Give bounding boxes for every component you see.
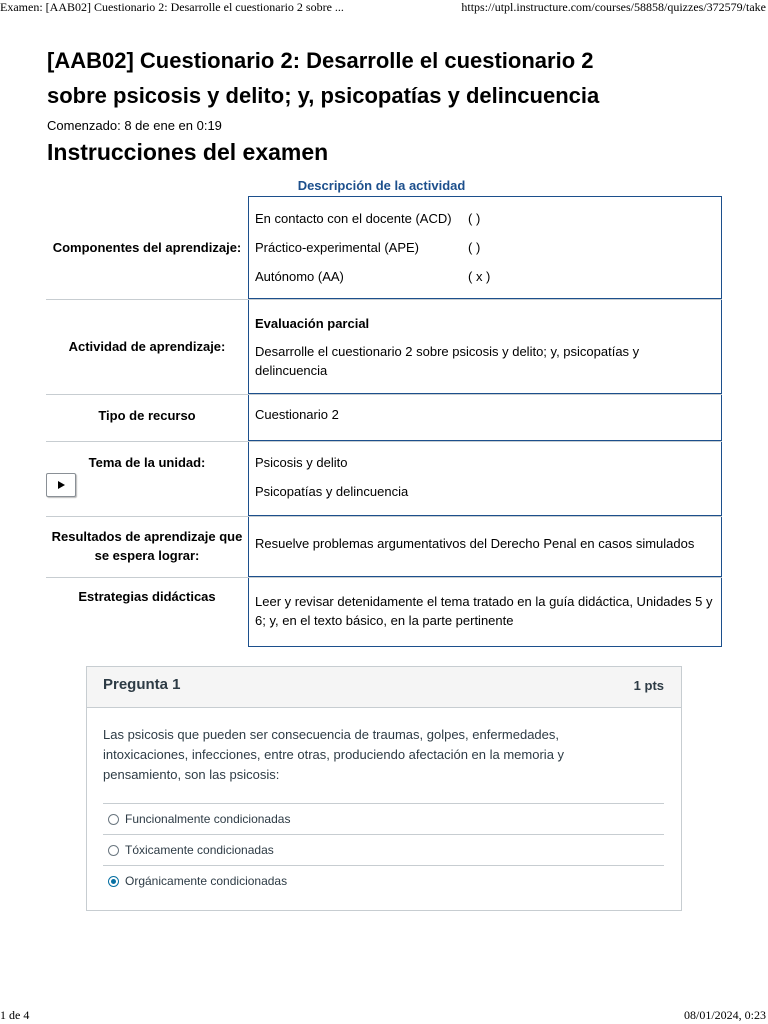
- answer-option[interactable]: [103, 865, 664, 896]
- answer-list: [103, 803, 664, 896]
- question-points: 1 pts: [633, 678, 664, 693]
- components-label: Componentes del aprendizaje:: [52, 240, 242, 255]
- component-label: En contacto con el docente (ACD): [255, 211, 452, 226]
- answer-label: Orgánicamente condicionadas: [125, 874, 288, 888]
- component-mark: ( ): [468, 240, 481, 255]
- page-title-line-1: [AAB02] Cuestionario 2: Desarrolle el cuestionario 2: [47, 48, 594, 73]
- table-row-components: [46, 196, 722, 300]
- page-title-line-2: sobre psicosis y delito; y, psicopatías y delincuencia: [47, 83, 600, 108]
- started-time: Comenzado: 8 de ene en 0:19: [47, 118, 222, 133]
- question-text: Las psicosis que pueden ser consecuencia de traumas, golpes, enfermedades, intoxicaciones, infecciones, entre otras, produciendo afectación en la memoria y pensamiento, son las psicosis:: [103, 727, 565, 782]
- component-mark: ( ): [468, 211, 481, 226]
- answer-label: Tóxicamente condicionadas: [125, 843, 274, 857]
- activity-table: [46, 196, 722, 647]
- activity-title: Evaluación parcial: [255, 316, 370, 331]
- activity-description: Desarrolle el cuestionario 2 sobre psicosis y delito; y, psicopatías y delincuencia: [255, 344, 640, 378]
- page-counter: 1 de 4: [0, 1008, 30, 1022]
- print-header-title: Examen: [AAB02] Cuestionario 2: Desarrolle el cuestionario 2 sobre ...: [0, 0, 344, 14]
- instructions-heading: Instrucciones del examen: [47, 139, 329, 165]
- radio-button[interactable]: [108, 814, 119, 825]
- results-label: Resultados de aprendizaje que se espera lograr:: [51, 529, 243, 563]
- results-value: Resuelve problemas argumentativos del Derecho Penal en casos simulados: [248, 517, 722, 577]
- component-label: Práctico-experimental (APE): [255, 240, 419, 255]
- components-cell: [248, 196, 722, 299]
- activity-table-caption: Descripción de la actividad: [297, 178, 466, 193]
- print-footer: [0, 1006, 768, 1024]
- component-label: Autónomo (AA): [255, 269, 344, 284]
- table-row-unit: [46, 442, 722, 517]
- radio-button[interactable]: [108, 845, 119, 856]
- strategies-cell: [248, 578, 722, 647]
- print-header: [0, 0, 768, 18]
- radio-button[interactable]: [108, 876, 119, 887]
- component-mark: ( x ): [468, 269, 491, 284]
- question-1: [86, 666, 682, 911]
- strategies-label: Estrategias didácticas: [78, 589, 216, 604]
- question-title: Pregunta 1: [103, 676, 181, 693]
- unit-label: Tema de la unidad:: [88, 455, 206, 470]
- answer-option[interactable]: [103, 834, 664, 865]
- table-row-results: [46, 517, 722, 578]
- unit-topic: Psicosis y delito: [255, 455, 348, 470]
- component-ape: [255, 233, 715, 262]
- table-row-resource: [46, 395, 722, 442]
- activity-cell: [248, 300, 722, 394]
- print-datetime: 08/01/2024, 0:23: [683, 1008, 766, 1022]
- strategies-value: Leer y revisar detenidamente el tema tratado en la guía didáctica, Unidades 5 y 6; y, en el texto básico, en la parte pertinente: [255, 594, 713, 628]
- activity-label: Actividad de aprendizaje:: [68, 339, 226, 354]
- table-row-strategies: [46, 578, 722, 647]
- print-header-url[interactable]: https://utpl.instructure.com/courses/58858/quizzes/372579/take: [461, 0, 766, 14]
- play-icon: [56, 480, 66, 490]
- answer-option[interactable]: [103, 803, 664, 834]
- answer-label: Funcionalmente condicionadas: [125, 812, 291, 826]
- unit-topic: Psicopatías y delincuencia: [255, 484, 409, 499]
- unit-cell: [248, 442, 722, 516]
- resource-label: Tipo de recurso: [98, 408, 196, 423]
- question-header: [87, 667, 681, 708]
- component-aa: [255, 262, 715, 291]
- component-acd: [255, 204, 715, 233]
- table-row-activity: [46, 300, 722, 395]
- play-media-button[interactable]: [46, 473, 76, 497]
- page-title: [47, 43, 727, 113]
- resource-value: Cuestionario 2: [248, 395, 722, 441]
